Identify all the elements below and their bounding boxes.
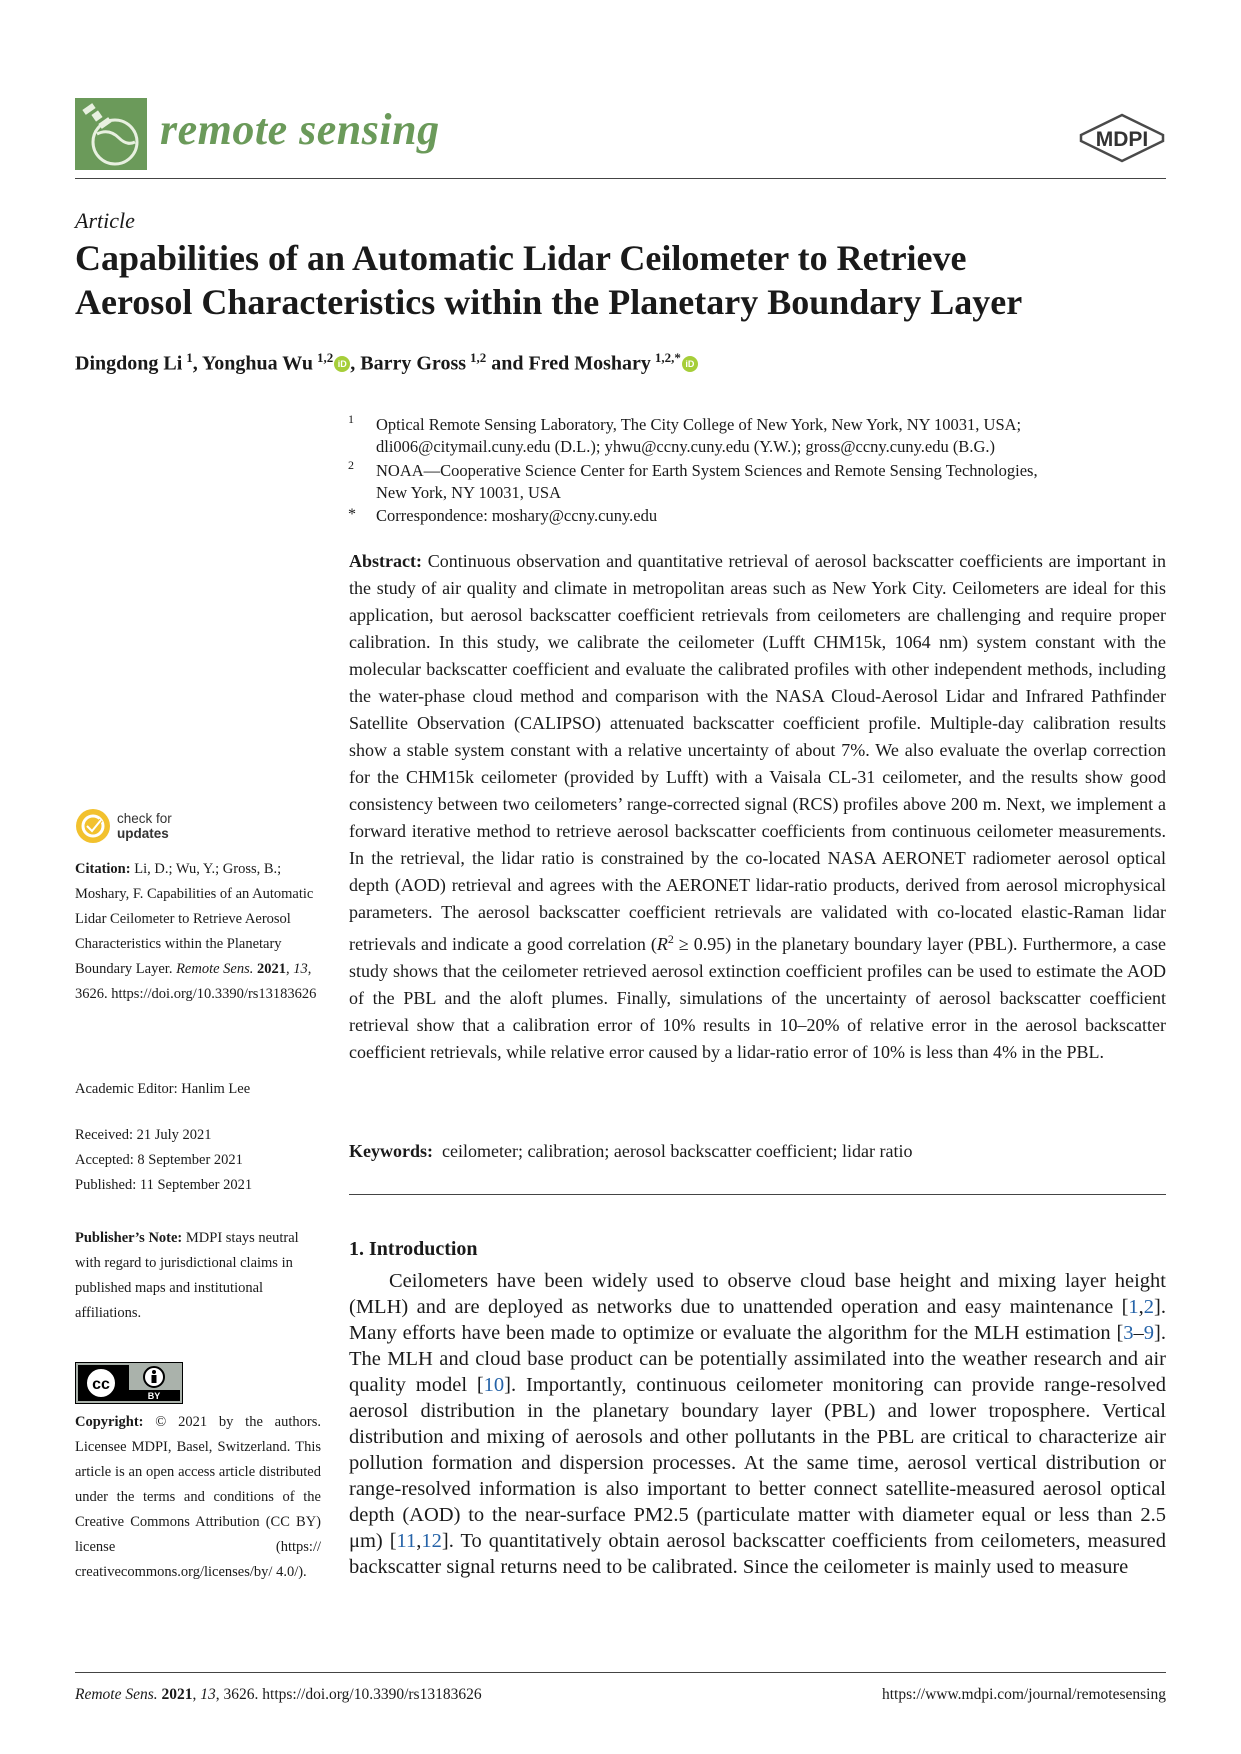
title-line-1: Capabilities of an Automatic Lidar Ceilometer to Retrieve: [75, 238, 967, 278]
affiliation-2-number: 2: [348, 458, 354, 472]
check-updates-line-2: updates: [117, 826, 169, 841]
intro-sep-3: ,: [416, 1530, 422, 1552]
journal-name: remote sensing: [160, 105, 440, 154]
copyright-text: © 2021 by the authors. Licensee MDPI, Basel, Switzerland. This article is an open access article distributed under the terms and conditions of the Creative Commons Attribution (CC BY) license (https:// creativecommons.org/licenses/by/ 4.0/).: [75, 1414, 321, 1580]
affiliation-1-line-2: dli006@citymail.cuny.edu (D.L.); yhwu@ccny.cuny.edu (Y.W.); gross@ccny.cuny.edu (B.G.): [376, 437, 995, 456]
mdpi-logo-text: MDPI: [1095, 128, 1149, 151]
received-date: Received: 21 July 2021: [75, 1127, 212, 1143]
author-separator: and: [486, 352, 529, 375]
citation: [75, 857, 321, 1007]
cc-icon-text: cc: [92, 1376, 110, 1393]
intro-sep-2: –: [1133, 1322, 1144, 1344]
reference-link[interactable]: 11: [396, 1530, 417, 1552]
keywords-label: Keywords:: [349, 1141, 433, 1161]
publisher-note: [75, 1226, 321, 1326]
author-name: Fred Moshary: [528, 352, 651, 375]
author-affiliation-marker: 1: [186, 350, 193, 365]
reference-link[interactable]: 1: [1128, 1296, 1139, 1318]
orcid-icon[interactable]: iD: [682, 356, 698, 372]
author-list: [75, 350, 698, 376]
reference-link[interactable]: 3: [1123, 1322, 1134, 1344]
correspondence-mark: *: [348, 506, 356, 523]
author-affiliation-marker: 1,2,*: [654, 350, 681, 365]
citation-label: Citation:: [75, 861, 131, 877]
keywords-text: ceilometer; calibration; aerosol backscatter coefficient; lidar ratio: [433, 1141, 913, 1161]
publisher-note-text: MDPI stays neutral with regard to jurisdictional claims in published maps and institutional affiliations.: [75, 1230, 299, 1321]
citation-year: 2021: [253, 961, 287, 977]
reference-link[interactable]: 9: [1143, 1322, 1155, 1344]
keywords: [349, 1138, 1166, 1165]
published-date: Published: 11 September 2021: [75, 1177, 253, 1193]
author-separator: ,: [192, 352, 203, 375]
abstract-text-a: Continuous observation and quantitative retrieval of aerosol backscatter coefficients are important in the study of air quality and climate in metropolitan areas such as New York City. Ceilometers are ideal for this application, but aerosol backscatter coefficient retrievals from ceilometers are challenging and require proper calibration. In this study, we calibrate the ceilometer (Lufft CHM15k, 1064 nm) system constant with the molecular backscatter coefficient and evaluate the calibrated profiles with other independent methods, including the water-phase cloud method and comparison with the NASA Cloud-Aerosol Lidar and Infrared Pathfinder Satellite Observation (CALIPSO) attenuated backscatter coefficient profile. Multiple-day calibration results show a stable system constant with a relative uncertainty of about 7%. We also evaluate the overlap correction for the CHM15k ceilometer (provided by Lufft) with a Vaisala CL-31 ceilometer, and the results show good consistency between two ceilometers’ range-corrected signal (RCS) profiles above 200 m. Next, we implement a forward iterative method to retrieve aerosol backscatter coefficients from continuous ceilometer measurements. In the retrieval, the lidar ratio is constrained by the co-located NASA AERONET radiometer aerosol optical depth (AOD) retrieval and agrees with the AERONET lidar-ratio products, derived from aerosol microphysical parameters. The aerosol backscatter coefficient retrievals are validated with co-located elastic-Raman lidar retrievals and indicate a good correlation (: [349, 551, 1166, 954]
affiliation-2-line-2: New York, NY 10031, USA: [376, 483, 562, 502]
mdpi-logo: [1077, 113, 1167, 168]
reference-link[interactable]: 2: [1143, 1296, 1155, 1318]
abstract-label: Abstract:: [349, 551, 422, 571]
reference-link[interactable]: 12: [421, 1530, 442, 1552]
footer-divider: [75, 1672, 1166, 1673]
reference-link[interactable]: 10: [483, 1374, 505, 1396]
copyright-label: Copyright:: [75, 1414, 144, 1430]
abstract: [349, 548, 1166, 1066]
section-divider: [349, 1194, 1166, 1195]
by-icon-text: BY: [147, 1391, 161, 1401]
author-affiliation-marker: 1,2: [317, 350, 334, 365]
abstract-text-b: ≥ 0.95) in the planetary boundary layer (PBL). Furthermore, a case study shows that the ceilometer retrieved aerosol extinction coefficient profiles can be used to estimate the AOD of the PBL and the aloft plumes. Finally, simulations of the uncertainty of aerosol backscatter coefficient retrieval show that a calibration error of 10% results in 10–20% of relative error in the aerosol backscatter coefficient retrievals, while relative error caused by a lidar-ratio error of 10% is less than 4% in the PBL.: [349, 934, 1166, 1062]
check-updates-line-1: check for: [117, 811, 172, 826]
intro-text-4: ]. Importantly, continuous ceilometer monitoring can provide range-resolved aerosol distribution in the planetary boundary layer (PBL) and lower troposphere. Vertical distribution and mixing of aerosols and other pollutants in the PBL are critical to characterize air pollution formation and dispersion processes. At the same time, aerosol vertical distribution or range-resolved information is also important to better connect satellite-measured aerosol optical depth (AOD) to the near-surface PM2.5 (particulate matter with diameter equal or less than 2.5 μm) [: [349, 1374, 1166, 1552]
affiliation-2-line-1: NOAA—Cooperative Science Center for Earth System Sciences and Remote Sensing Technologies,: [376, 461, 1038, 480]
affiliation-1-number: 1: [348, 412, 354, 426]
r-squared-symbol: R: [656, 934, 668, 954]
cc-by-license-badge[interactable]: [75, 1362, 183, 1409]
intro-text-1: Ceilometers have been widely used to observe cloud base height and mixing layer height (MLH) and are deployed as networks due to unattended operation and easy maintenance [: [349, 1270, 1166, 1318]
author-name: Yonghua Wu: [202, 352, 314, 375]
check-for-updates-button[interactable]: [75, 808, 172, 844]
citation-text: Li, D.; Wu, Y.; Gross, B.; Moshary, F. Capabilities of an Automatic Lidar Ceilometer to Retrieve Aerosol Characteristics within the Planetary Boundary Layer.: [75, 861, 314, 977]
intro-text-3: ]. The MLH and cloud base product can be potentially assimilated into the weather research and air quality model [: [349, 1322, 1166, 1396]
header-divider: [75, 178, 1166, 179]
r-squared-exponent: 2: [667, 932, 674, 946]
intro-text-5: ]. To quantitatively obtain aerosol backscatter coefficients from ceilometers, measured backscatter signal returns need to be calibrated. Since the ceilometer is mainly used to measure: [349, 1530, 1167, 1578]
citation-sep: ,: [286, 961, 294, 977]
intro-sep-1: ,: [1138, 1296, 1144, 1318]
intro-text-2: ]. Many efforts have been made to optimize or evaluate the algorithm for the MLH estimation [: [349, 1296, 1166, 1344]
orcid-icon[interactable]: iD: [334, 356, 350, 372]
journal-logo: [75, 98, 147, 170]
correspondence: Correspondence: moshary@ccny.cuny.edu: [376, 506, 658, 525]
introduction-paragraph: [349, 1268, 1166, 1580]
page-title: [75, 236, 1165, 324]
article-type: Article: [75, 208, 135, 233]
academic-editor: Academic Editor: Hanlim Lee: [75, 1081, 251, 1097]
journal-url-link[interactable]: https://www.mdpi.com/journal/remotesensing: [882, 1686, 1166, 1703]
author-separator: ,: [350, 352, 361, 375]
citation-doi: , 3626. https://doi.org/10.3390/rs13183626: [75, 961, 317, 1002]
author-affiliation-marker: 1,2: [470, 350, 487, 365]
footer-citation: [75, 1686, 482, 1704]
accepted-date: Accepted: 8 September 2021: [75, 1152, 243, 1168]
footer-sep: ,: [192, 1686, 201, 1703]
check-updates-icon: [75, 808, 111, 844]
footer-doi: , 3626. https://doi.org/10.3390/rs13183626: [215, 1686, 482, 1703]
footer-year: 2021: [157, 1686, 193, 1703]
author-name: Dingdong Li: [75, 352, 183, 375]
author-name: Barry Gross: [360, 352, 467, 375]
citation-journal: Remote Sens.: [176, 961, 254, 977]
introduction-heading: 1. Introduction: [349, 1238, 478, 1260]
affiliation-1-line-1: Optical Remote Sensing Laboratory, The City College of New York, New York, NY 10031, USA;: [376, 415, 1022, 434]
publisher-note-label: Publisher’s Note:: [75, 1230, 183, 1246]
footer-volume: 13: [200, 1686, 216, 1703]
copyright-notice: [75, 1410, 321, 1585]
footer-journal: Remote Sens.: [75, 1686, 158, 1703]
title-line-2: Aerosol Characteristics within the Planetary Boundary Layer: [75, 282, 1023, 322]
citation-volume: 13: [293, 961, 308, 977]
publication-dates: [75, 1123, 321, 1198]
